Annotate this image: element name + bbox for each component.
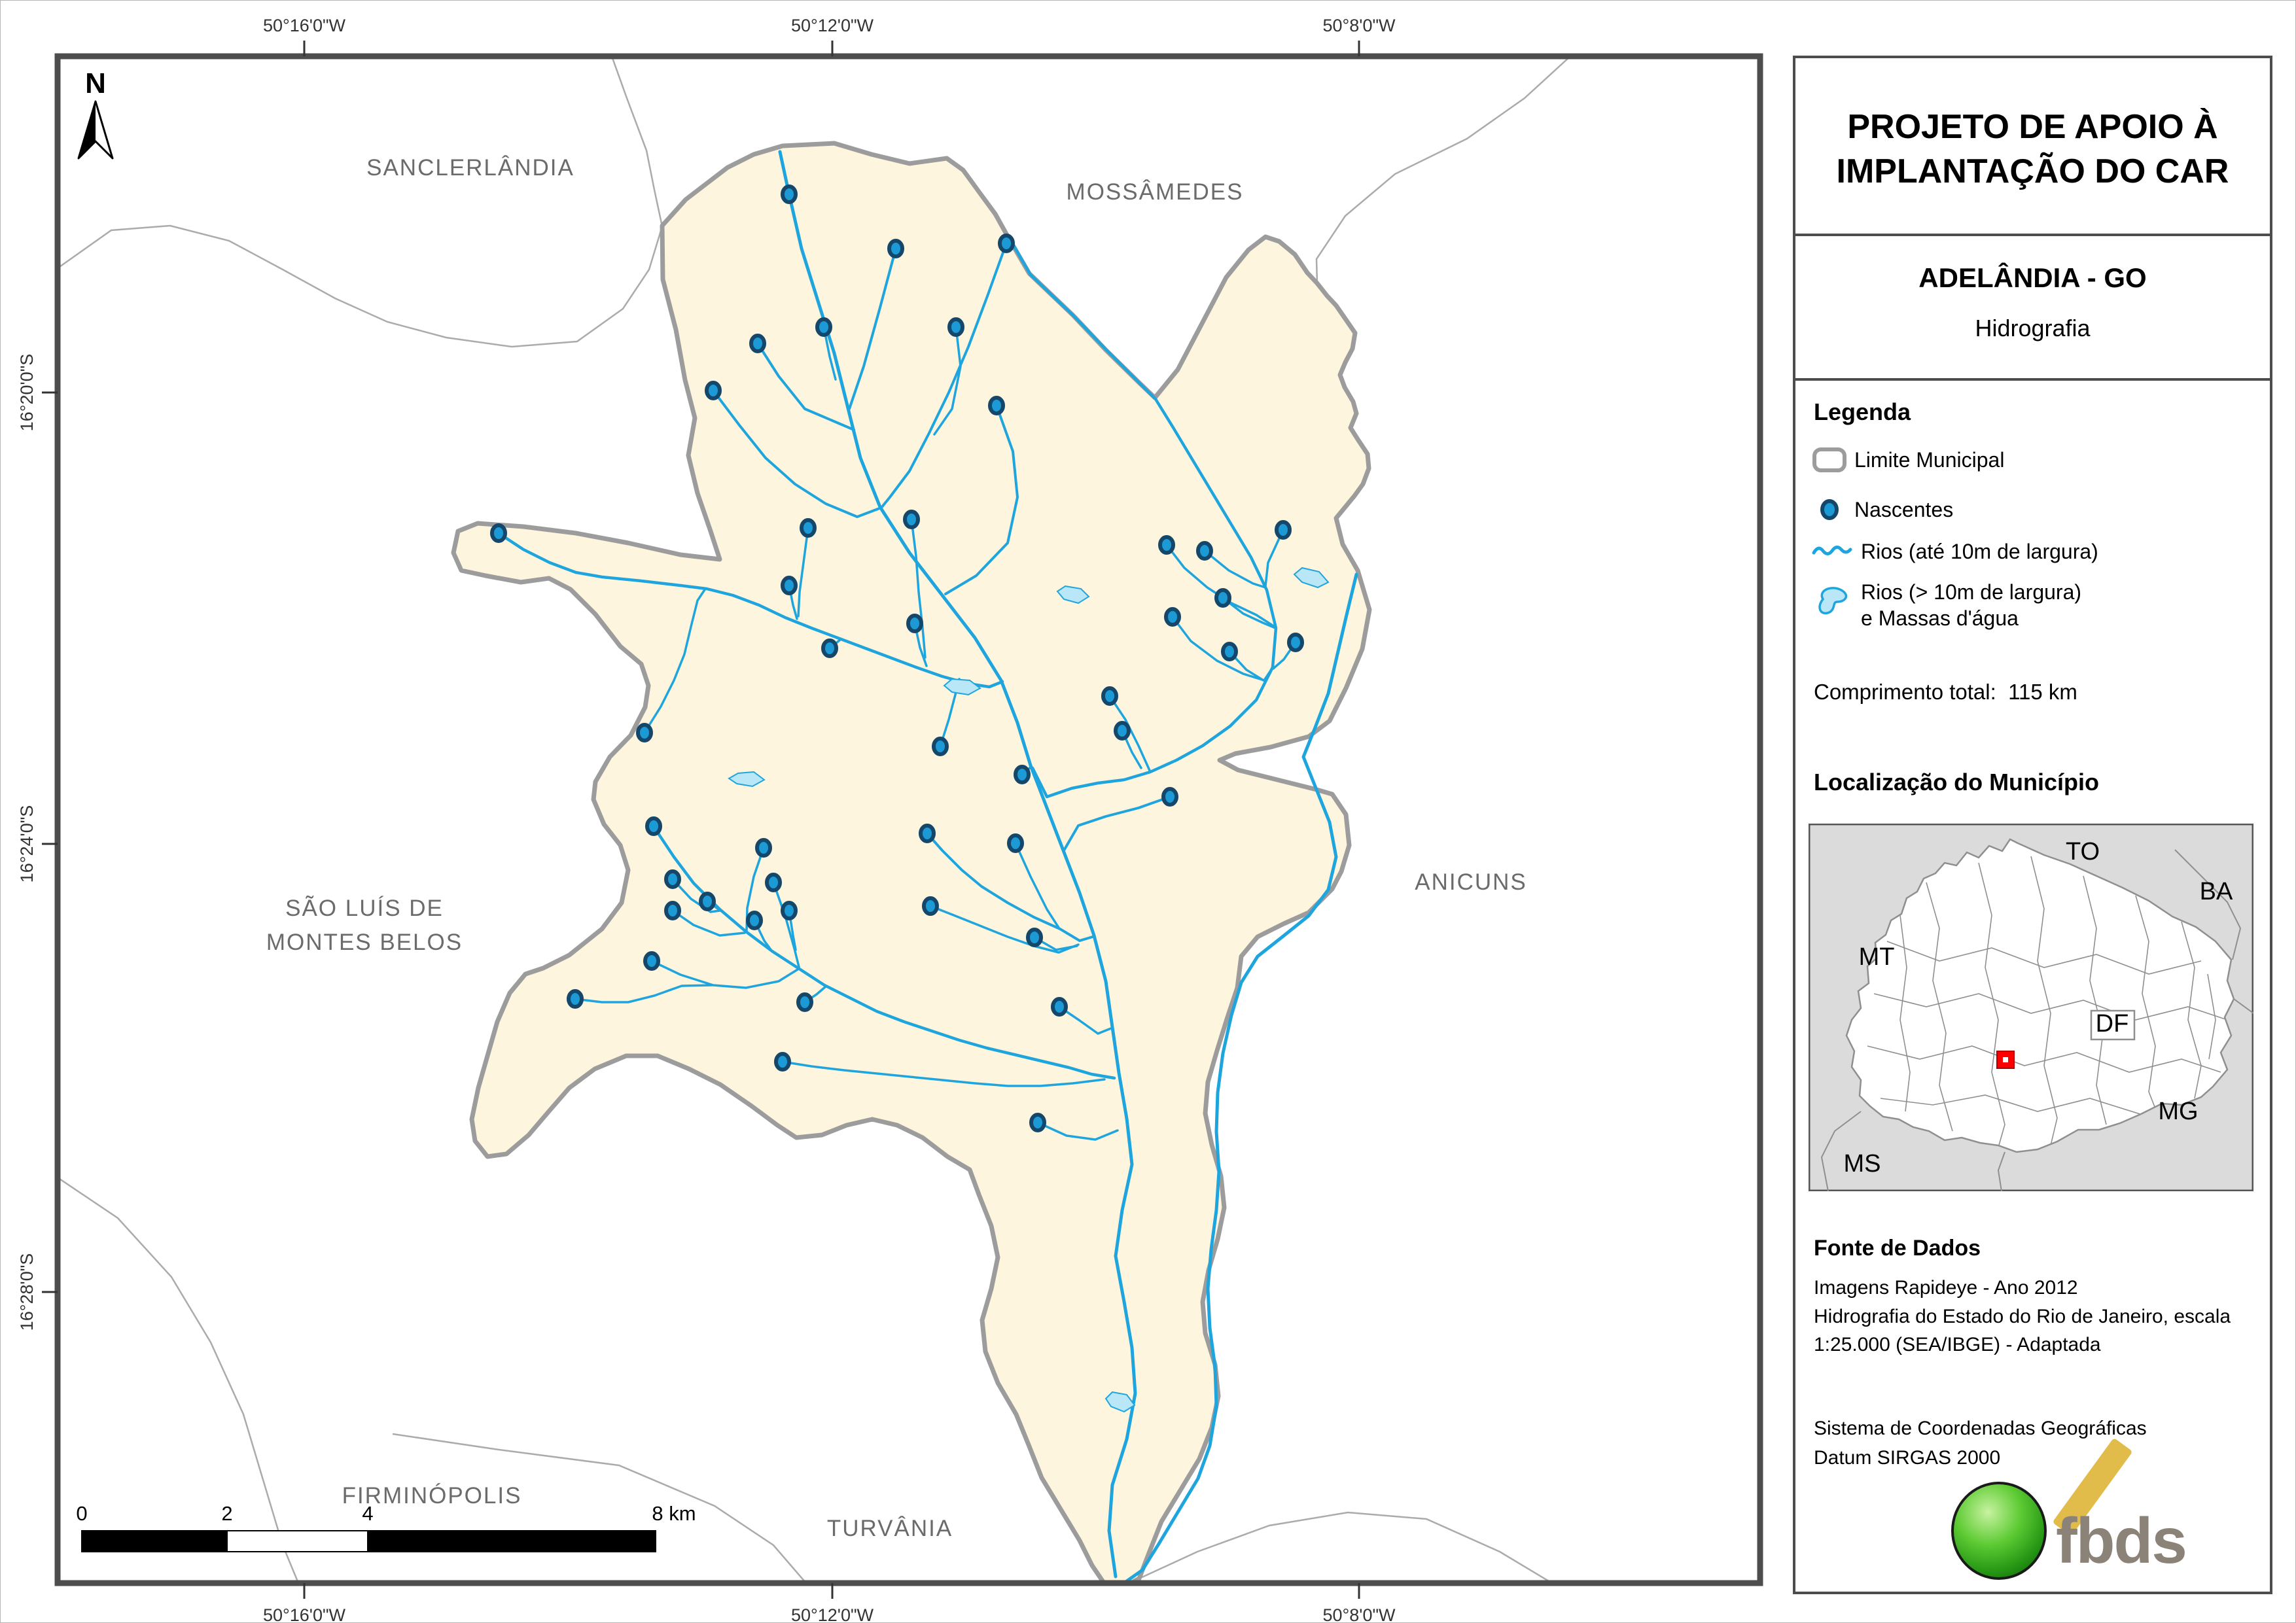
fbds-logo <box>1933 1450 2247 1588</box>
neighbor-boundary-line <box>1316 56 1570 283</box>
spring-dot <box>666 871 679 887</box>
legend-label <box>1861 579 2081 631</box>
spring-dot <box>905 512 918 527</box>
data-source-title: Fonte de Dados <box>1814 1236 1981 1261</box>
north-arrow-label: N <box>85 67 106 99</box>
spring-dot <box>701 894 714 909</box>
spring-dot <box>757 840 770 856</box>
municipal-boundary-icon <box>1811 445 1849 474</box>
spring-dot <box>1103 688 1116 704</box>
tick-label-top: 50°8'0"W <box>1322 16 1396 35</box>
map-theme: Hidrografia <box>1975 315 2091 341</box>
neighbor-boundary-line <box>58 226 662 347</box>
spring-dot <box>908 616 921 631</box>
place-label: MOSSÂMEDES <box>1066 179 1244 205</box>
data-source-line: 1:25.000 (SEA/IBGE) - Adaptada <box>1814 1334 2101 1355</box>
neighbor-boundary-line <box>58 1178 298 1583</box>
spring-dot <box>1163 789 1176 805</box>
spring-dot <box>647 818 660 834</box>
scale-bar-segment <box>82 1531 227 1552</box>
water-body-icon <box>1811 580 1856 631</box>
inset-state-label: MT <box>1858 943 1895 971</box>
location-inset-map <box>1809 824 2253 1195</box>
project-title-line1: PROJETO DE APOIO À <box>1847 108 2218 146</box>
total-length-value: 115 km <box>2008 680 2077 704</box>
neighbor-boundary-line <box>1139 1512 1552 1583</box>
municipality-polygon <box>453 143 1369 1591</box>
map-layers <box>58 56 1570 1591</box>
spring-dot <box>1031 1115 1044 1130</box>
logo-sphere-icon <box>1951 1482 2047 1580</box>
spring-dot <box>823 640 836 656</box>
panel-divider <box>1795 378 2270 381</box>
spring-dot <box>783 186 796 202</box>
legend-title: Legenda <box>1814 398 1911 425</box>
crs-line: Datum SIRGAS 2000 <box>1814 1447 2001 1469</box>
municipality-name: ADELÂNDIA - GO <box>1918 262 2147 293</box>
scale-bar-label: 2 <box>221 1502 233 1525</box>
spring-dot <box>934 739 947 754</box>
scale-bar-label: 4 <box>362 1502 374 1525</box>
spring-dot <box>1166 609 1179 625</box>
project-title <box>1795 105 2270 194</box>
spring-dot <box>638 725 651 741</box>
place-label: SÃO LUÍS DE <box>285 896 444 921</box>
legend-label: Rios (até 10m de largura) <box>1861 540 2098 563</box>
spring-dot <box>783 903 796 918</box>
spring-dot <box>1028 930 1041 945</box>
inset-state-label: MS <box>1843 1150 1881 1178</box>
legend-item-limite <box>1811 445 2004 474</box>
legend-label: Nascentes <box>1854 498 1954 521</box>
spring-dot <box>1216 590 1229 606</box>
spring-dot <box>645 953 658 969</box>
tick-label-bottom: 50°12'0"W <box>790 1605 874 1623</box>
tick-label-top: 50°12'0"W <box>790 16 874 35</box>
spring-dot <box>1000 236 1013 251</box>
location-title: Localização do Município <box>1814 769 2100 795</box>
spring-dot <box>666 903 679 918</box>
spring-dot <box>1160 537 1173 553</box>
spring-dot <box>1053 999 1066 1015</box>
inset-state-label: TO <box>2065 838 2100 865</box>
legend-label: Limite Municipal <box>1854 448 2005 472</box>
legend-label-line2: e Massas d'água <box>1861 606 2019 630</box>
total-length-label: Comprimento total: <box>1814 680 1996 704</box>
spring-dot <box>783 578 796 593</box>
place-label: TURVÂNIA <box>826 1516 953 1541</box>
data-source-line: Imagens Rapideye - Ano 2012 <box>1814 1277 2078 1299</box>
inset-state-label: DF <box>2095 1010 2129 1038</box>
project-title-line2: IMPLANTAÇÃO DO CAR <box>1836 152 2229 190</box>
spring-dot <box>1009 835 1022 851</box>
map-info-panel <box>1793 56 2272 1594</box>
spring-dot <box>990 398 1003 413</box>
total-length <box>1814 680 2077 705</box>
place-label: ANICUNS <box>1415 869 1527 895</box>
scale-bar-label: 0 <box>76 1502 88 1525</box>
spring-dot <box>492 525 505 541</box>
spring-dot <box>707 383 720 398</box>
spring-dot <box>798 994 811 1010</box>
legend-item-rios <box>1811 537 2098 566</box>
spring-dot <box>569 991 582 1007</box>
spring-dot <box>802 520 815 536</box>
legend-item-nascentes <box>1811 495 1953 524</box>
spring-dot <box>776 1054 789 1070</box>
scale-bar <box>76 1502 696 1552</box>
spring-dot-icon <box>1811 495 1849 524</box>
panel-divider <box>1795 234 2270 236</box>
spring-dot <box>1016 767 1029 782</box>
logo-text: fbds <box>2056 1505 2186 1577</box>
legend-label-line1: Rios (> 10m de largura) <box>1861 580 2082 604</box>
data-source-text <box>1814 1274 2231 1359</box>
spring-dot <box>751 336 764 351</box>
legend-item-massas <box>1811 579 2081 631</box>
place-label: MONTES BELOS <box>266 930 463 955</box>
municipality-location-marker-center <box>2003 1057 2008 1062</box>
spring-dot <box>817 319 830 335</box>
inset-state-label: MG <box>2158 1098 2199 1125</box>
tick-label-bottom: 50°16'0"W <box>262 1605 346 1623</box>
tick-label-bottom: 50°8'0"W <box>1322 1605 1396 1623</box>
spring-dot <box>767 875 780 890</box>
data-source-line: Hidrografia do Estado do Rio de Janeiro, escala <box>1814 1305 2231 1327</box>
river-line-icon <box>1811 537 1856 566</box>
spring-dot <box>949 319 963 335</box>
neighbor-boundary-line <box>393 1434 806 1583</box>
tick-label-left: 16°24'0"S <box>17 805 37 883</box>
inset-state-label: BA <box>2199 878 2233 905</box>
tick-label-left: 16°20'0"S <box>17 353 37 432</box>
spring-dot <box>1198 543 1211 559</box>
spring-dot <box>921 826 934 841</box>
place-label: FIRMINÓPOLIS <box>342 1483 522 1509</box>
north-arrow-icon <box>79 101 96 158</box>
tick-label-left: 16°28'0"S <box>17 1253 37 1331</box>
spring-dot <box>889 241 902 256</box>
inset-map-canvas <box>1809 824 2253 1191</box>
spring-dot <box>1289 635 1302 650</box>
north-arrow <box>79 67 113 158</box>
neighbor-boundary-line <box>612 56 662 226</box>
spring-dot <box>1277 522 1290 538</box>
crs-line: Sistema de Coordenadas Geográficas <box>1814 1418 2147 1439</box>
scale-bar-segment <box>368 1531 656 1552</box>
scale-bar-segment <box>227 1531 368 1552</box>
tick-label-top: 50°16'0"W <box>262 16 346 35</box>
spring-dot <box>924 898 937 914</box>
spring-dot <box>748 913 761 928</box>
place-label: SANCLERLÂNDIA <box>366 155 574 181</box>
spring-dot <box>1223 644 1236 659</box>
spring-dot <box>1116 723 1129 739</box>
scale-bar-label: 8 km <box>652 1502 696 1525</box>
